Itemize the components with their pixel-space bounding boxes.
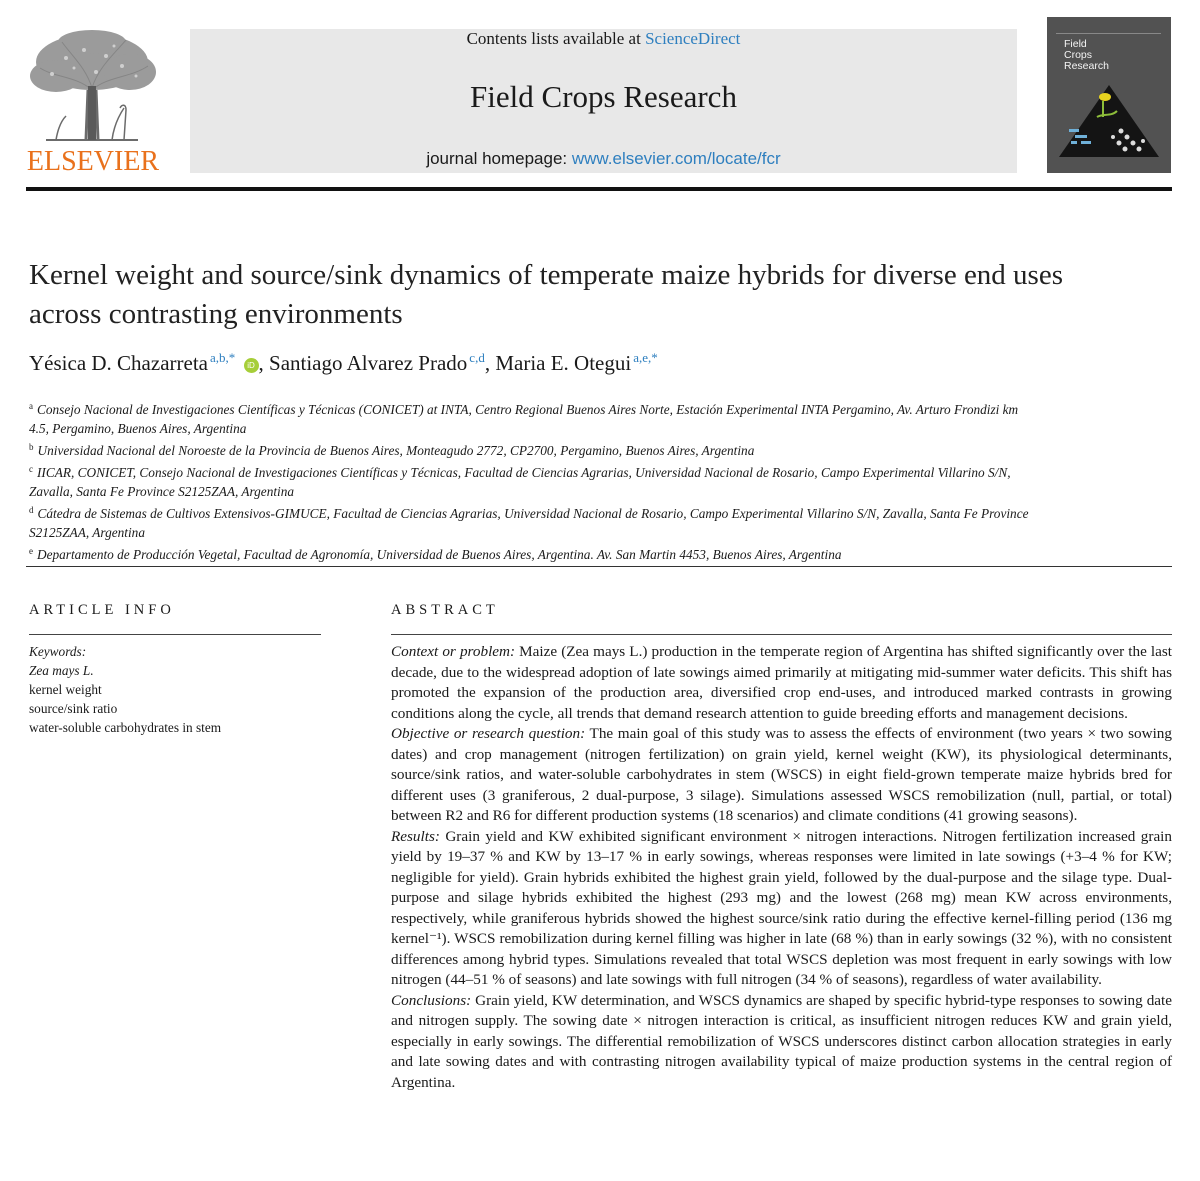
affiliations bbox=[29, 397, 1029, 564]
abstract-section-results: Results: Grain yield and KW exhibited significant environment × nitrogen interactions. Nitrogen fertilization increased grain yield by 19–37 % and KW by 13–17 % in early sowings, whereas responses were limited in late sowings (+3–4 % for KW; negligible for yield). Grain hybrids exhibited the highest grain yield, followed by the dual-purpose and the silage type. Dual-purpose and silage hybrids exhibited the highest (293 mg) and the lowest (268 mg) mean KW across environments, respectively, while graniferous hybrids showed the highest source/sink ratio during the effective kernel-filling period (136 mg kernel⁻¹). WSCS remobilization during kernel filling was higher in late (68 %) than in early sowings (32 %), with no consistent differences among hybrid types. Simulations revealed that total WSCS depletion was most frequent in early sowings with low nitrogen (44–51 % of seasons) and late sowings with full nitrogen (34 % of seasons), regardless of water availability. bbox=[391, 827, 1172, 988]
keyword-item: water-soluble carbohydrates in stem bbox=[29, 720, 222, 735]
publisher-name: ELSEVIER bbox=[26, 146, 160, 177]
article-info-heading: ARTICLE INFO bbox=[29, 602, 175, 618]
abstract-body bbox=[391, 642, 1172, 1093]
journal-title[interactable]: Field Crops Research bbox=[470, 79, 737, 114]
affiliation-item: $^e$ Departamento de Producción Vegetal, Facultad de Agronomía, Universidad de Buenos Aires, Argentina. Av. San Martin 4453, Buenos Aires, Argentina bbox=[29, 546, 842, 562]
article-info-rule bbox=[29, 634, 321, 635]
affiliation-item: $^a$ Consejo Nacional de Investigaciones Científicas y Técnicas (CONICET) at INTA, Centro Regional Buenos Aires Norte, Estación Experimental INTA Pergamino, Av. Arturo Frondizi km 4.5, Pergamino, Buenos Aires, Argentina bbox=[29, 401, 1019, 436]
affiliation-item: $^c$ IICAR, CONICET, Consejo Nacional de Investigaciones Científicas y Técnicas, Facultad de Ciencias Agrarias, Universidad Nacional de Rosario, Campo Experimental Villarino S/N, Zavalla, Santa Fe Province S2125ZAA, Argentina bbox=[29, 464, 1011, 499]
sciencedirect-link[interactable]: ScienceDirect bbox=[645, 29, 741, 48]
keywords-label: Keywords: bbox=[29, 644, 87, 659]
author-list: Yésica D. Chazarreta $^{a,b,*}$ iD , Santiago Alvarez Prado $^{c,d}$, Maria E. Otegui $^{a,e,*}$ bbox=[29, 350, 658, 375]
author-name[interactable]: Santiago Alvarez Prado bbox=[269, 351, 468, 375]
journal-banner bbox=[190, 29, 1017, 173]
author-affiliation-marks[interactable]: a,e,* bbox=[633, 350, 658, 365]
keyword-item: source/sink ratio bbox=[29, 701, 118, 716]
author-affiliation-marks[interactable]: a,b,* bbox=[209, 350, 236, 365]
section-divider bbox=[26, 566, 1172, 567]
abstract-section-objective: Objective or research question: The main goal of this study was to assess the effects of environment (two years × two sowing dates) and crop management (nitrogen fertilization) on grain yield, kernel weight (KW), its physiological determinants, source/sink ratios, and water-soluble carbohydrates in stem (WSCS) in eight field-grown temperate maize hybrids bred for different uses (3 graniferous, 2 dual-purpose, 3 silage). Simulations assessed WSCS remobilization (null, partial, or total) between R2 and R6 for different production systems (18 scenarios) and climate conditions (41 growing seasons). bbox=[391, 725, 1172, 824]
abstract-section-context: Context or problem: Maize (Zea mays L.) production in the temperate region of Argentina has shifted significantly over the last decade, due to the widespread adoption of late sowings aimed primarily at mitigating mid-summer water deficits. This shift has promoted the expansion of the production area, diversified crop end-uses, and introduced marked contrasts in growing conditions along the cycle, all trends that demand research attention to guide breeding efforts and management decisions. bbox=[391, 643, 1173, 722]
abstract-section-conclusions: Conclusions: Grain yield, KW determination, and WSCS dynamics are shaped by specific hybrid-type responses to sowing date and nitrogen supply. The sowing date × nitrogen interaction is critical, as insufficient nitrogen reduces KW and grain yield, especially in early sowings. The differential remobilization of WSCS underscores distinct carbon allocation strategies in early and late sowing dates and with contrasting nitrogen availability typical of maize production systems in the central region of Argentina. bbox=[391, 991, 1173, 1091]
author-name[interactable]: Yésica D. Chazarreta bbox=[29, 351, 208, 375]
affiliation-item: $^d$ Cátedra de Sistemas de Cultivos Extensivos-GIMUCE, Facultad de Ciencias Agrarias, Universidad Nacional de Rosario, Campo Experimental Villarino S/N, Zavalla, Santa Fe Province S2125ZAA, Argentina bbox=[29, 505, 1029, 540]
orcid-icon[interactable]: iD bbox=[244, 358, 259, 373]
journal-homepage-link[interactable]: www.elsevier.com/locate/fcr bbox=[571, 149, 781, 168]
keyword-item: kernel weight bbox=[29, 682, 102, 697]
keywords-block bbox=[29, 642, 221, 737]
keyword-item: Zea mays L. bbox=[29, 663, 94, 678]
article-title: Kernel weight and source/sink dynamics of temperate maize hybrids for diverse end uses across contrasting environments bbox=[29, 259, 1064, 330]
affiliation-item: $^b$ Universidad Nacional del Noroeste de la Provincia de Buenos Aires, Monteagudo 2772, CP2700, Pergamino, Buenos Aires, Argentina bbox=[29, 442, 755, 458]
elsevier-logo[interactable] bbox=[26, 28, 160, 178]
author-name[interactable]: Maria E. Otegui bbox=[495, 351, 632, 375]
header-divider bbox=[26, 187, 1172, 191]
author-affiliation-marks[interactable]: c,d bbox=[469, 350, 485, 365]
homepage-line: journal homepage: www.elsevier.com/locate/fcr bbox=[426, 149, 781, 168]
contents-line: Contents lists available at ScienceDirect bbox=[466, 29, 741, 48]
abstract-heading: ABSTRACT bbox=[391, 602, 499, 618]
journal-cover[interactable] bbox=[1047, 17, 1171, 173]
cover-art-icon bbox=[1047, 17, 1171, 173]
elsevier-tree-icon bbox=[26, 28, 160, 146]
cover-title: Field Crops Research bbox=[1064, 38, 1109, 72]
abstract-rule bbox=[391, 634, 1172, 635]
